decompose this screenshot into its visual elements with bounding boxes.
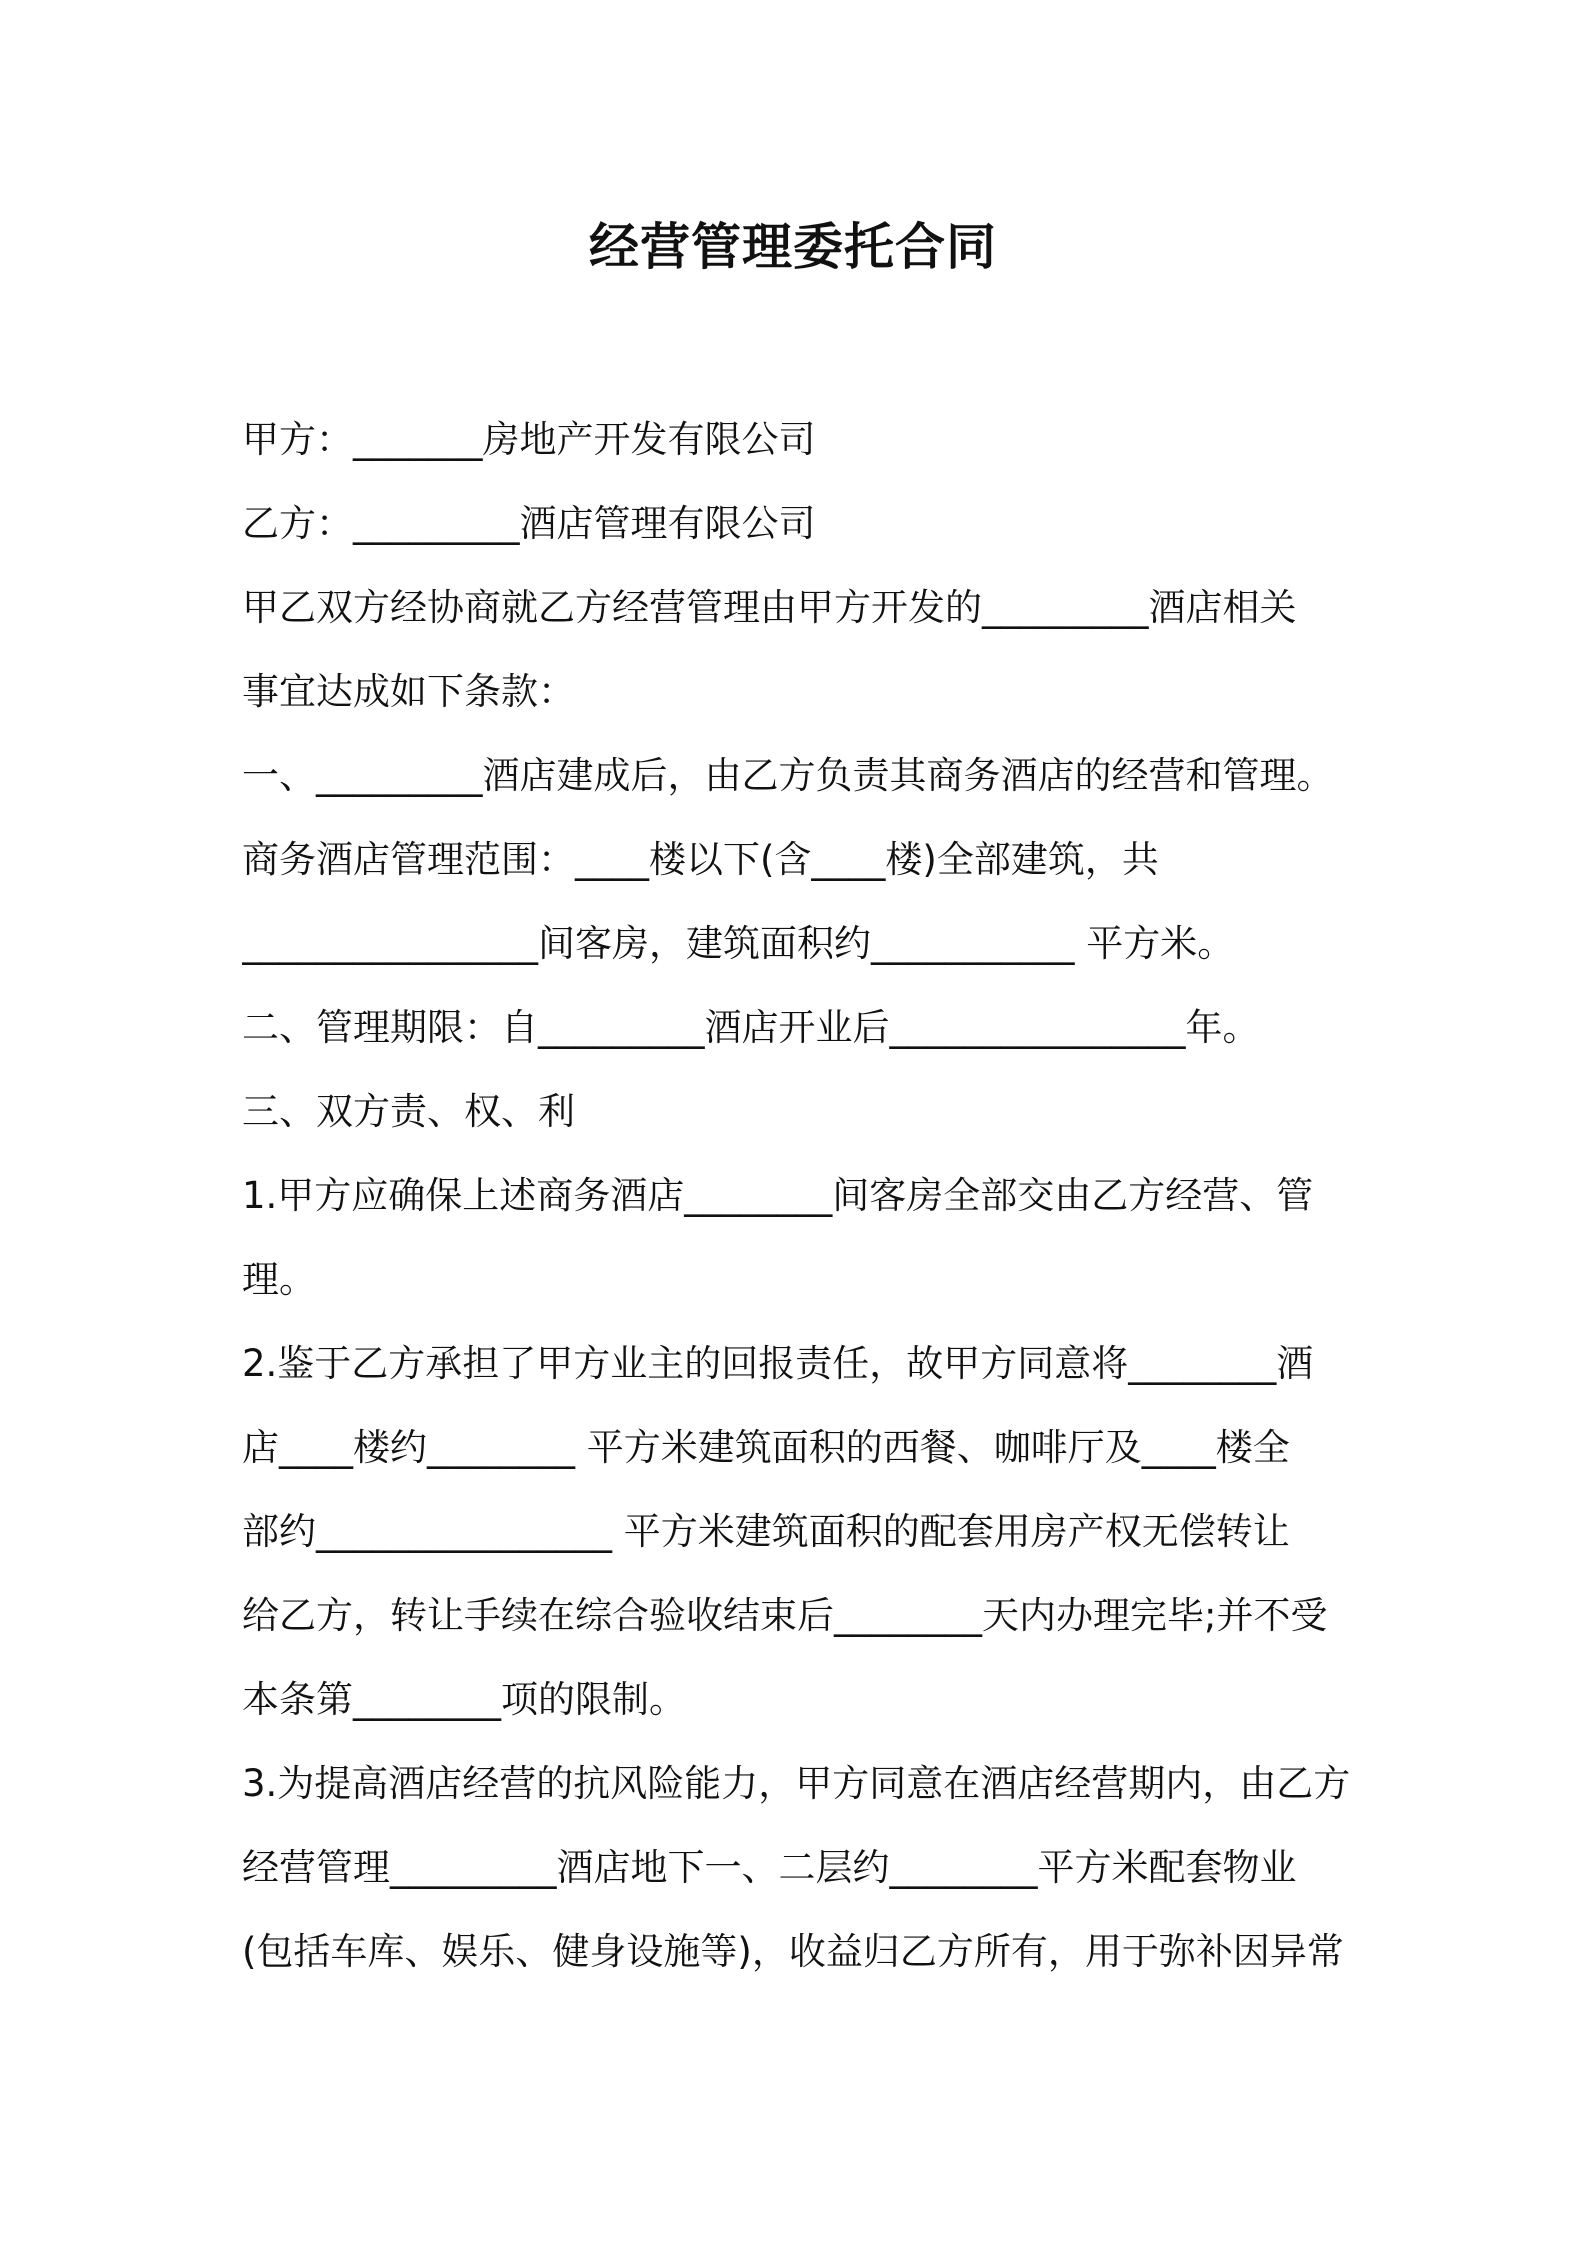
party-a-line: 甲方：_______房地产开发有限公司 <box>242 418 816 461</box>
clause-item-2-line: 部约________________ 平方米建筑面积的配套用房产权无偿转让 <box>242 1510 1290 1553</box>
party-b-line: 乙方：_________酒店管理有限公司 <box>242 502 816 545</box>
clause-one-line: ________________间客房，建筑面积约___________ 平方米。 <box>242 922 1235 965</box>
clause-item-1-line: 1.甲方应确保上述商务酒店________间客房全部交由乙方经营、管 <box>242 1174 1314 1217</box>
clause-item-2-line: 本条第________项的限制。 <box>242 1678 686 1721</box>
preamble-line: 事宜达成如下条款： <box>242 670 575 713</box>
clause-item-1-line: 理。 <box>242 1258 316 1301</box>
document-title: 经营管理委托合同 <box>589 218 997 276</box>
clause-one-line: 一、_________酒店建成后，由乙方负责其商务酒店的经营和管理。 <box>242 754 1334 797</box>
clause-item-2-line: 给乙方，转让手续在综合验收结束后________天内办理完毕;并不受 <box>242 1594 1328 1637</box>
document-body <box>242 398 1362 1994</box>
clause-item-2-line: 店____楼约________ 平方米建筑面积的西餐、咖啡厅及____楼全 <box>242 1426 1290 1469</box>
clause-item-2-line: 2.鉴于乙方承担了甲方业主的回报责任，故甲方同意将________酒 <box>242 1342 1314 1385</box>
preamble-line: 甲乙双方经协商就乙方经营管理由甲方开发的_________酒店相关 <box>242 586 1297 629</box>
clause-item-3-line: (包括车库、娱乐、健身设施等)，收益归乙方所有，用于弥补因异常 <box>242 1930 1344 1973</box>
clause-item-3-line: 3.为提高酒店经营的抗风险能力，甲方同意在酒店经营期内，由乙方 <box>242 1762 1351 1805</box>
clause-one-line: 商务酒店管理范围：____楼以下(含____楼)全部建筑，共 <box>242 838 1159 881</box>
clause-three-heading: 三、双方责、权、利 <box>242 1090 575 1133</box>
clause-item-3-line: 经营管理_________酒店地下一、二层约________平方米配套物业 <box>242 1846 1297 1889</box>
clause-two-line: 二、管理期限：自_________酒店开业后________________年。 <box>242 1006 1260 1049</box>
